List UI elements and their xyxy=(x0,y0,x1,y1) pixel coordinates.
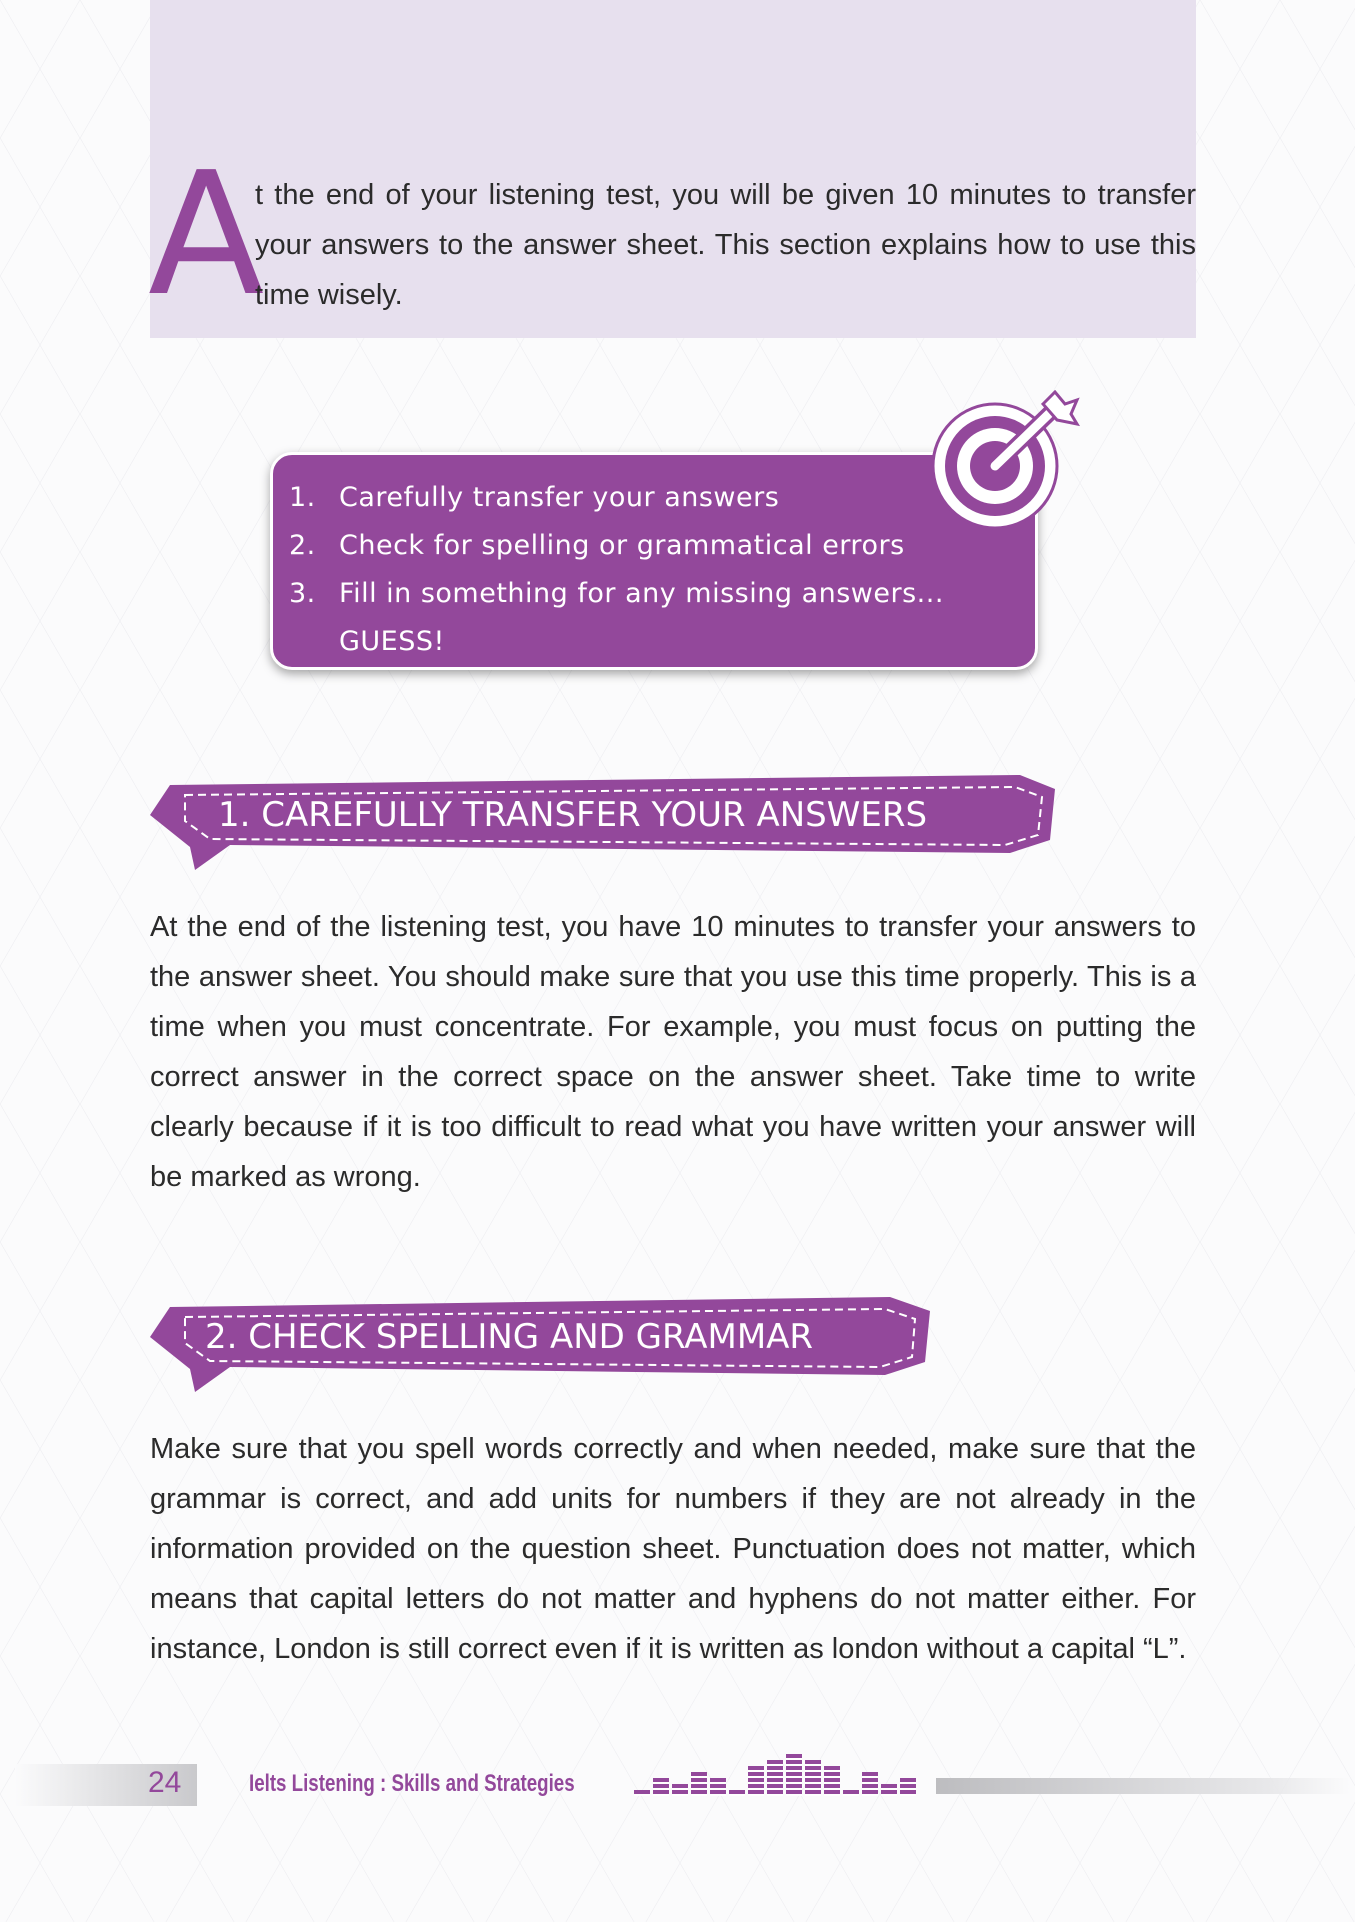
target-arrow-icon xyxy=(925,390,1085,540)
item-text: Check for spelling or grammatical errors xyxy=(339,529,905,561)
checklist-item xyxy=(289,617,1025,665)
page-number: 24 xyxy=(148,1766,182,1799)
drop-cap: A xyxy=(148,136,265,334)
section1-body: At the end of the listening test, you have 10 minutes to transfer your answers to the answer sheet. You should make sure that you use this time properly. This is a time when you must concentrate. For example, you must focus on putting the correct answer in the correct space on the answer sheet. Take time to write clearly because if it is too difficult to read what you have written your answer will be marked as wrong. xyxy=(150,911,1196,1193)
footer-title: Ielts Listening : Skills and Strategies xyxy=(249,1770,575,1797)
section2-body: Make sure that you spell words correctly and when needed, make sure that the grammar is correct, and add units for numbers if they are not already in the information provided on the question sheet. Punctuation does not matter, which means that capital letters do not matter and hyphens do not matter either. For instance, London is still correct even if it is written as london without a capital “L”. xyxy=(150,1433,1196,1665)
section2-heading: 2. CHECK SPELLING AND GRAMMAR xyxy=(205,1317,814,1357)
checklist-item xyxy=(289,569,1025,617)
checklist-item xyxy=(289,521,1025,569)
item-text: Carefully transfer your answers xyxy=(339,481,780,513)
section1-heading: 1. CAREFULLY TRANSFER YOUR ANSWERS xyxy=(218,795,928,835)
checklist-box xyxy=(270,452,1038,670)
item-text: GUESS! xyxy=(339,625,445,657)
footer-gradient-bar xyxy=(936,1778,1350,1794)
item-text: Fill in something for any missing answers... xyxy=(339,577,944,609)
equalizer-icon xyxy=(634,1752,916,1796)
checklist-item xyxy=(289,473,1025,521)
intro-text: t the end of your listening test, you will be given 10 minutes to transfer your answers to the answer sheet. This section explains how to use this time wisely. xyxy=(255,179,1196,311)
item-number: 2. xyxy=(289,529,316,561)
item-number: 1. xyxy=(289,481,316,513)
item-number: 3. xyxy=(289,577,316,609)
